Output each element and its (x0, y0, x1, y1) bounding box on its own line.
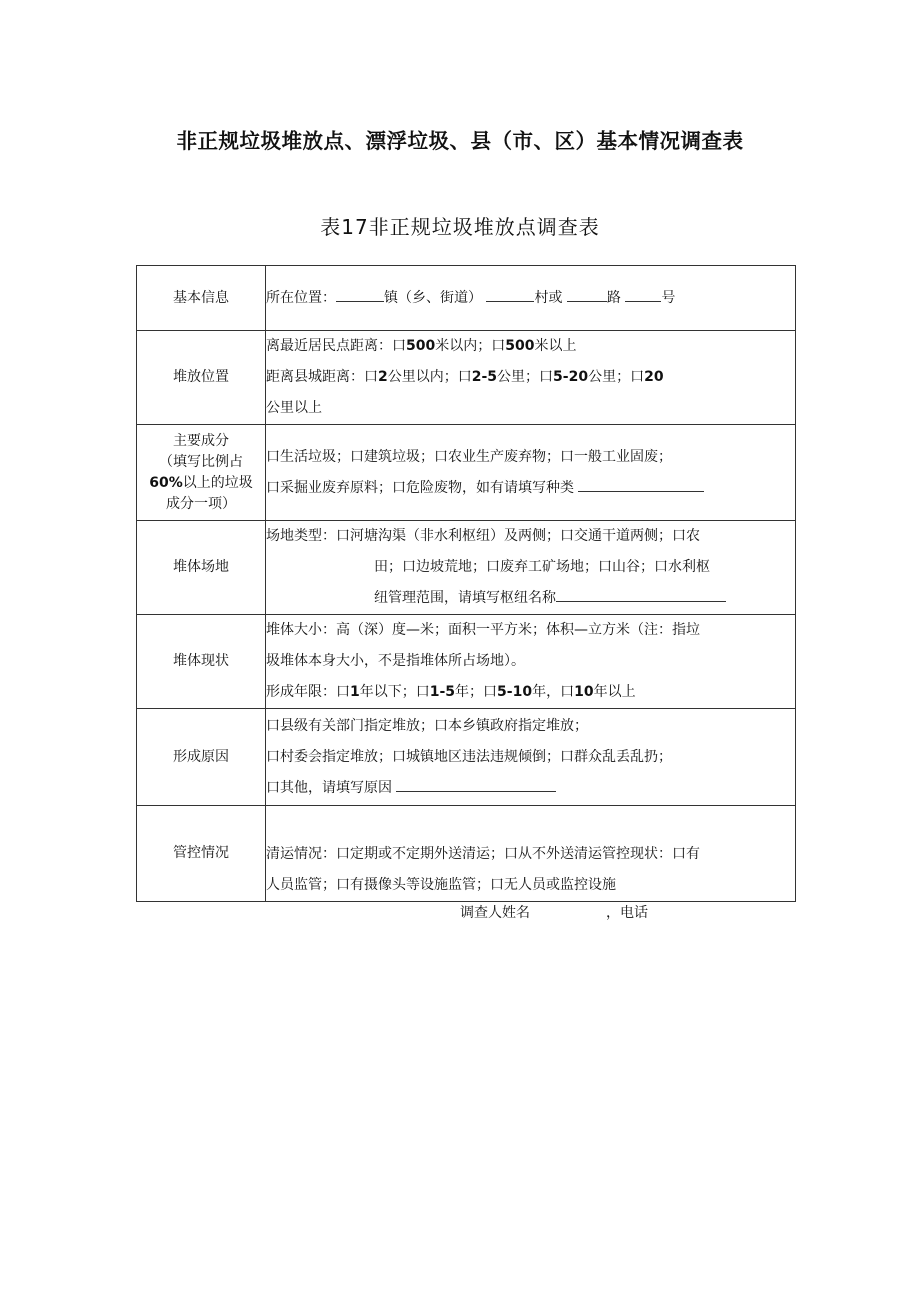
number-suffix: 号 (661, 289, 676, 306)
county-distance-line-cont: 公里以上 (266, 400, 322, 416)
label-cause: 形成原因 (137, 709, 266, 806)
content-site: 场地类型：口河塘沟渠（非水利枢纽）及两侧；口交通干道两侧；口农 田；口边坡荒地；口废弃工矿场地；口山谷；口水利枢 纽管理范围，请填写枢纽名称 (266, 521, 796, 615)
village-blank[interactable] (486, 284, 534, 302)
phone-label: ，电话 (606, 905, 648, 921)
investigator-name-label: 调查人姓名 (460, 905, 530, 921)
location-prefix: 所在位置： (266, 289, 336, 306)
other-cause-blank[interactable] (396, 774, 556, 792)
row-cause (137, 709, 796, 806)
content-location (266, 331, 796, 425)
content-cause: 口县级有关部门指定堆放；口本乡镇政府指定堆放； 口村委会指定堆放；口城镇地区违法违规倾倒；口群众乱丢乱扔； 口其他，请填写原因 (266, 709, 796, 806)
label-status: 堆体现状 (137, 615, 266, 709)
content-basic-info (266, 266, 796, 331)
row-status (137, 615, 796, 709)
content-control: 清运情况：口定期或不定期外送清运；口从不外送清运管控现状：口有 人员监管；口有摄像头等设施监管；口无人员或监控设施 (266, 806, 796, 902)
town-blank[interactable] (336, 284, 384, 302)
hub-name-blank[interactable] (556, 584, 726, 602)
label-site: 堆体场地 (137, 521, 266, 615)
resident-distance-line: 离最近居民点距离：口500米以内；口500米以上 (266, 338, 577, 354)
investigator-signature (460, 902, 648, 922)
road-blank[interactable] (567, 284, 607, 302)
row-composition (137, 425, 796, 521)
row-control (137, 806, 796, 902)
county-distance-line: 距离县城距离：口2公里以内；口2-5公里；口5-20公里；口20 (266, 369, 664, 385)
row-location (137, 331, 796, 425)
label-location: 堆放位置 (137, 331, 266, 425)
number-blank[interactable] (625, 284, 661, 302)
table-title: 表17非正规垃圾堆放点调查表 (320, 215, 600, 239)
town-suffix: 镇（乡、街道） (384, 289, 482, 306)
document-title: 非正规垃圾堆放点、漂浮垃圾、县（市、区）基本情况调查表 (176, 129, 744, 153)
formation-years-line: 形成年限：口1年以下；口1-5年；口5-10年，口10年以上 (266, 684, 636, 700)
road-suffix: 路 (606, 289, 621, 306)
label-basic-info: 基本信息 (137, 266, 266, 331)
label-control: 管控情况 (137, 806, 266, 902)
village-suffix: 村或 (534, 289, 563, 306)
content-status: 堆体大小：高（深）度—米；面积一平方米；体积—立方米（注：指垃 圾堆体本身大小，不是指堆体所占场地）。 形成年限：口1年以下；口1-5年；口5-10年，口10年以上 (266, 615, 796, 709)
row-site (137, 521, 796, 615)
hazardous-type-blank[interactable] (578, 474, 704, 492)
content-composition: 口生活垃圾；口建筑垃圾；口农业生产废弃物；口一般工业固废； 口采掘业废弃原料；口危险废物，如有请填写种类 (266, 425, 796, 521)
row-basic-info (137, 266, 796, 331)
label-composition: 主要成分 （填写比例占 60%以上的垃圾 成分一项） (137, 425, 266, 521)
survey-table (136, 265, 796, 902)
